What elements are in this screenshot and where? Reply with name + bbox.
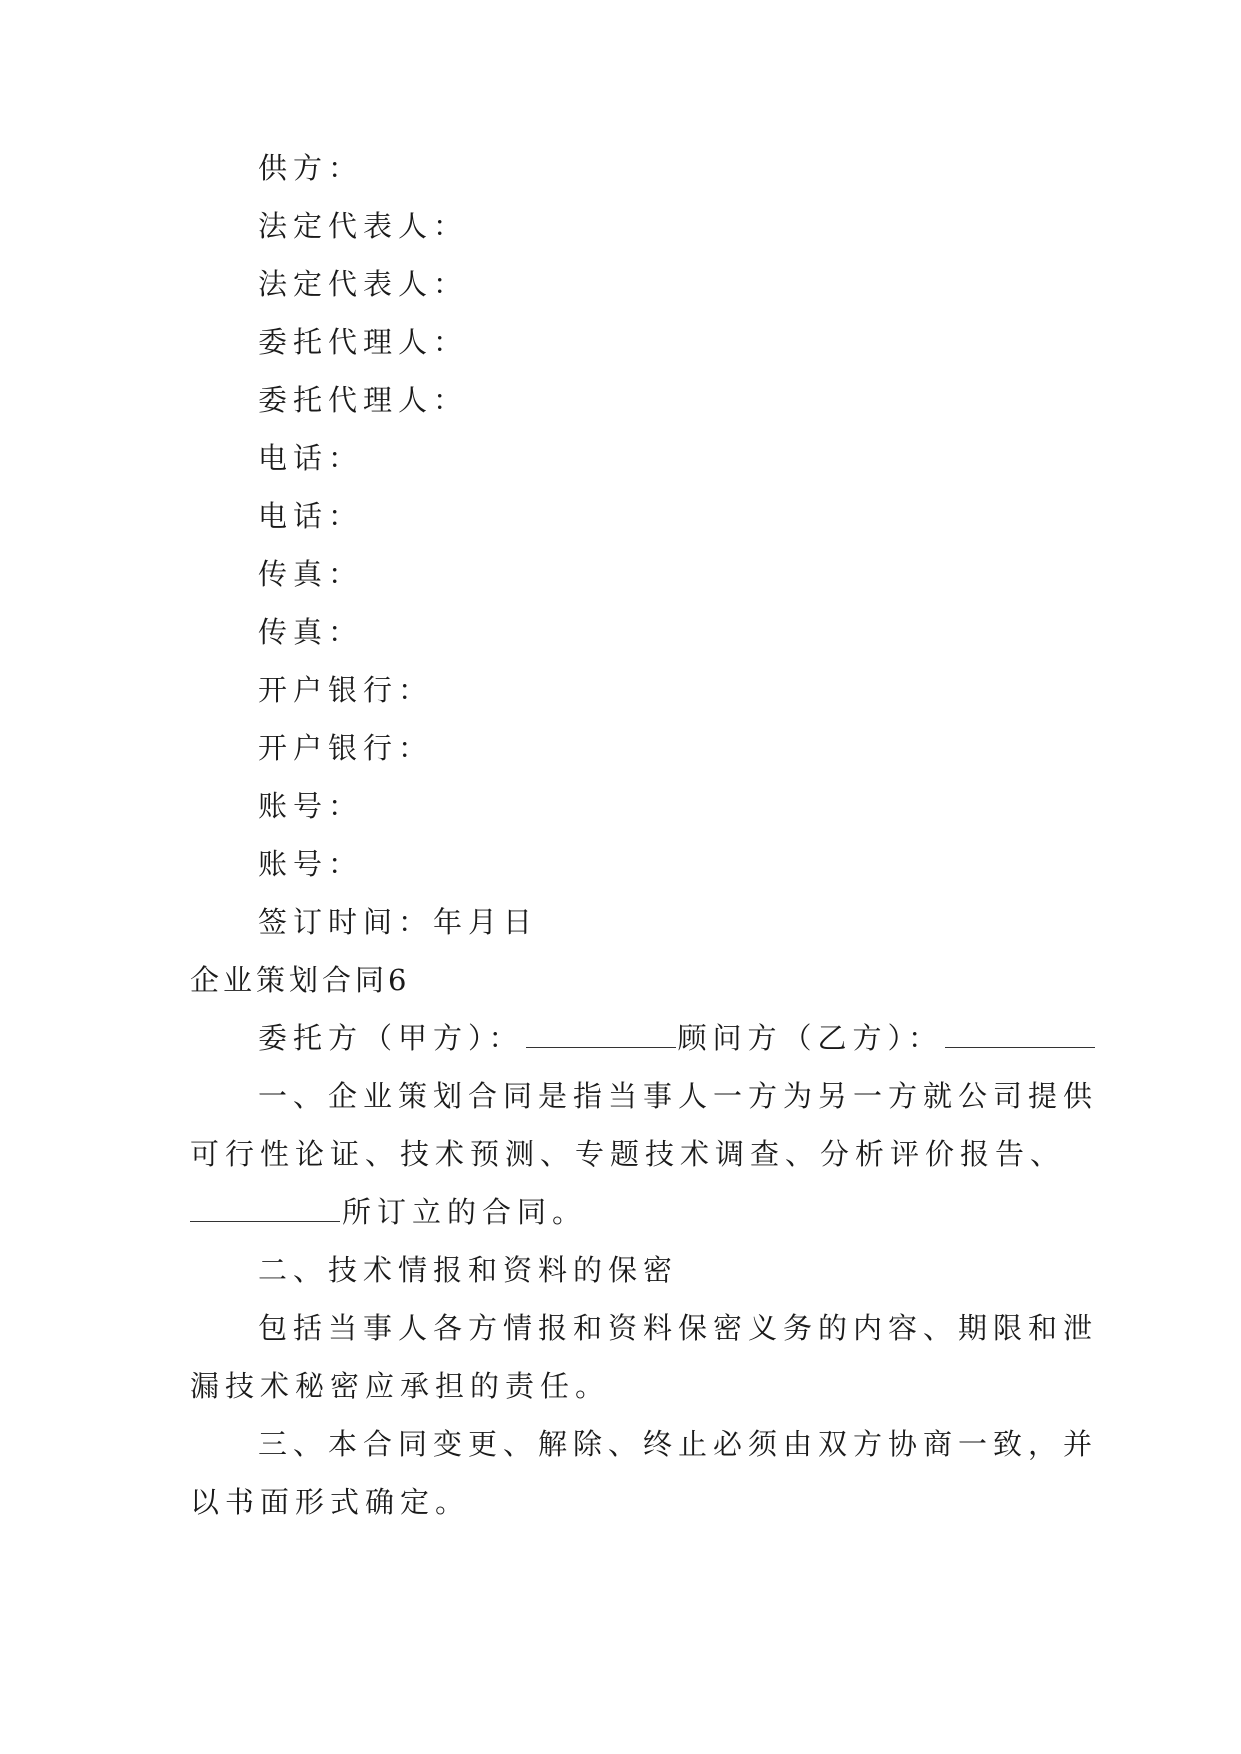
field-bank: 开户银行：: [258, 673, 434, 707]
field-agent: 委托代理人：: [258, 325, 469, 359]
section1-line2: 可行性论证、技术预测、专题技术调查、分析评价报告、: [190, 1137, 1066, 1171]
field-bank: 开户银行：: [258, 731, 434, 765]
consultant-label: 顾问方（乙方）：: [677, 1021, 944, 1055]
section3-line2: 以书面形式确定。: [190, 1485, 471, 1519]
field-legal-rep: 法定代表人：: [258, 267, 469, 301]
field-phone: 电话：: [258, 441, 364, 475]
field-signing-date: 签订时间：年月日: [258, 905, 539, 939]
contract-title: 企业策划合同6: [190, 963, 411, 997]
field-account: 账号：: [258, 847, 364, 881]
section2-heading: 二、技术情报和资料的保密: [258, 1253, 679, 1287]
parties-line: [258, 1018, 1118, 1058]
client-blank: [526, 1019, 676, 1048]
field-supplier: 供方：: [258, 151, 364, 185]
field-fax: 传真：: [258, 615, 364, 649]
field-fax: 传真：: [258, 557, 364, 591]
client-label: 委托方（甲方）：: [258, 1021, 524, 1055]
section2-line1: 包括当事人各方情报和资料保密义务的内容、期限和泄: [258, 1311, 1099, 1345]
section1-blank: [190, 1193, 340, 1222]
section3-line1: 三、本合同变更、解除、终止必须由双方协商一致，并: [258, 1427, 1099, 1461]
field-phone: 电话：: [258, 499, 364, 533]
field-legal-rep: 法定代表人：: [258, 209, 469, 243]
field-account: 账号：: [258, 789, 364, 823]
consultant-blank: [945, 1019, 1095, 1048]
section1-line1: 一、企业策划合同是指当事人一方为另一方就公司提供: [258, 1079, 1099, 1113]
section2-line2: 漏技术秘密应承担的责任。: [190, 1369, 611, 1403]
field-agent: 委托代理人：: [258, 383, 469, 417]
section1-line3-text: 所订立的合同。: [342, 1195, 588, 1229]
section1-line3: [190, 1192, 1050, 1232]
